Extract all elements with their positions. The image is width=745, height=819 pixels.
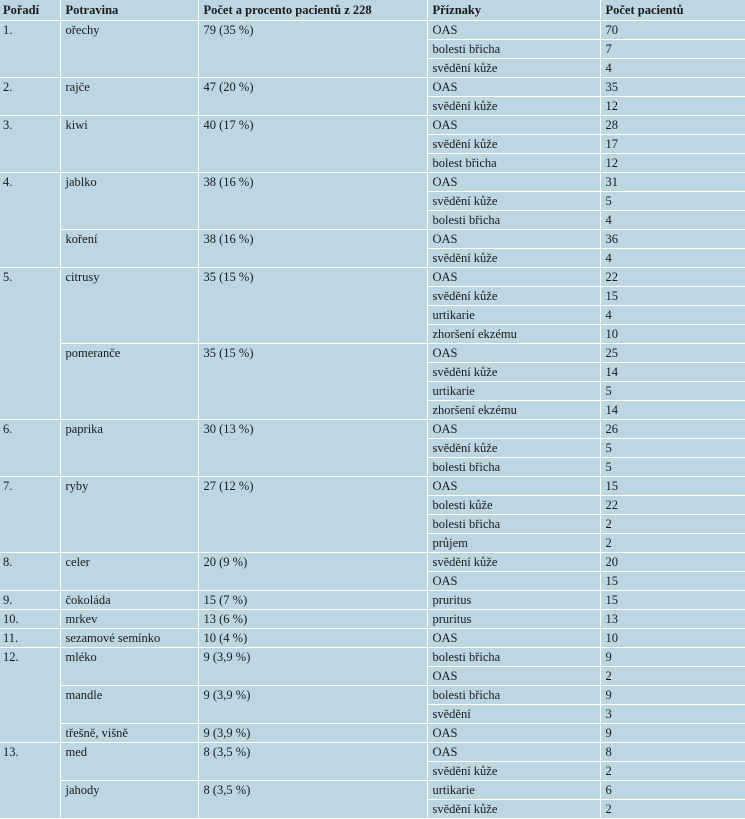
patients-cell: 2 — [600, 515, 745, 534]
patients-cell: 9 — [600, 686, 745, 705]
patients-cell: 9 — [600, 724, 745, 743]
table-row — [0, 173, 745, 192]
table-row — [0, 591, 745, 610]
symptom-cell: svědění kůže — [427, 800, 600, 819]
count-cell: 8 (3,5 %) — [198, 743, 427, 781]
symptom-cell: OAS — [427, 667, 600, 686]
symptom-cell: bolesti břicha — [427, 211, 600, 230]
patients-cell: 17 — [600, 135, 745, 154]
patients-cell: 28 — [600, 116, 745, 135]
table-row — [0, 344, 745, 363]
food-cell: jablko — [60, 173, 198, 230]
symptom-cell: OAS — [427, 78, 600, 97]
table-row — [0, 477, 745, 496]
patients-cell: 2 — [600, 800, 745, 819]
symptom-cell: OAS — [427, 230, 600, 249]
patients-cell: 14 — [600, 363, 745, 382]
patients-cell: 13 — [600, 610, 745, 629]
table-row — [0, 116, 745, 135]
food-cell: rajče — [60, 78, 198, 116]
symptom-cell: pruritus — [427, 591, 600, 610]
symptom-cell: bolest břicha — [427, 154, 600, 173]
count-cell: 9 (3,9 %) — [198, 686, 427, 724]
rank-cell: 1. — [0, 21, 60, 78]
symptom-cell: pruritus — [427, 610, 600, 629]
count-cell: 79 (35 %) — [198, 21, 427, 78]
header-rank: Pořadí — [0, 0, 60, 21]
food-cell: mandle — [60, 686, 198, 724]
table-row — [0, 268, 745, 287]
symptom-cell: OAS — [427, 268, 600, 287]
patients-cell: 70 — [600, 21, 745, 40]
count-cell: 47 (20 %) — [198, 78, 427, 116]
count-cell: 38 (16 %) — [198, 173, 427, 230]
patients-cell: 15 — [600, 591, 745, 610]
food-cell: mléko — [60, 648, 198, 686]
patients-cell: 4 — [600, 249, 745, 268]
patients-cell: 2 — [600, 667, 745, 686]
symptom-cell: svědění kůže — [427, 287, 600, 306]
rank-cell: 6. — [0, 420, 60, 477]
count-cell: 40 (17 %) — [198, 116, 427, 173]
header-symptoms: Příznaky — [427, 0, 600, 21]
table-row — [0, 724, 745, 743]
food-cell: jahody — [60, 781, 198, 819]
rank-cell: 5. — [0, 268, 60, 420]
symptom-cell: OAS — [427, 477, 600, 496]
table-row — [0, 610, 745, 629]
patients-cell: 5 — [600, 458, 745, 477]
count-cell: 13 (6 %) — [198, 610, 427, 629]
table-row — [0, 553, 745, 572]
patients-cell: 12 — [600, 154, 745, 173]
symptom-cell: OAS — [427, 629, 600, 648]
symptom-cell: bolesti kůže — [427, 496, 600, 515]
patients-cell: 10 — [600, 629, 745, 648]
count-cell: 38 (16 %) — [198, 230, 427, 268]
patients-cell: 8 — [600, 743, 745, 762]
header-row — [0, 0, 745, 21]
rank-cell: 2. — [0, 78, 60, 116]
count-cell: 30 (13 %) — [198, 420, 427, 477]
symptom-cell: průjem — [427, 534, 600, 553]
count-cell: 35 (15 %) — [198, 268, 427, 344]
patients-cell: 15 — [600, 287, 745, 306]
patients-cell: 9 — [600, 648, 745, 667]
food-cell: med — [60, 743, 198, 781]
table-row — [0, 781, 745, 800]
rank-cell: 9. — [0, 591, 60, 610]
count-cell: 15 (7 %) — [198, 591, 427, 610]
symptom-cell: svědění kůže — [427, 135, 600, 154]
count-cell: 9 (3,9 %) — [198, 648, 427, 686]
patients-cell: 22 — [600, 496, 745, 515]
count-cell: 9 (3,9 %) — [198, 724, 427, 743]
symptom-cell: zhoršení ekzému — [427, 401, 600, 420]
patients-cell: 5 — [600, 192, 745, 211]
patients-cell: 5 — [600, 439, 745, 458]
patients-cell: 14 — [600, 401, 745, 420]
count-cell: 20 (9 %) — [198, 553, 427, 591]
patients-cell: 22 — [600, 268, 745, 287]
symptom-cell: OAS — [427, 173, 600, 192]
symptom-cell: bolesti břicha — [427, 515, 600, 534]
symptom-cell: OAS — [427, 116, 600, 135]
symptom-cell: svědění kůže — [427, 762, 600, 781]
header-count: Počet a procento pacientů z 228 — [198, 0, 427, 21]
symptom-cell: svědění kůže — [427, 192, 600, 211]
food-cell: sezamové semínko — [60, 629, 198, 648]
symptom-cell: bolesti břicha — [427, 458, 600, 477]
symptom-cell: svědění kůže — [427, 59, 600, 78]
symptom-cell: urtikarie — [427, 781, 600, 800]
rank-cell: 8. — [0, 553, 60, 591]
count-cell: 8 (3,5 %) — [198, 781, 427, 819]
food-cell: čokoláda — [60, 591, 198, 610]
patients-cell: 4 — [600, 59, 745, 78]
symptom-cell: bolesti břicha — [427, 686, 600, 705]
patients-cell: 15 — [600, 477, 745, 496]
food-cell: koření — [60, 230, 198, 268]
food-cell: třešně, višně — [60, 724, 198, 743]
patients-cell: 36 — [600, 230, 745, 249]
table-row — [0, 629, 745, 648]
symptom-cell: OAS — [427, 724, 600, 743]
food-cell: citrusy — [60, 268, 198, 344]
header-food: Potravina — [60, 0, 198, 21]
table-row — [0, 230, 745, 249]
patients-cell: 5 — [600, 382, 745, 401]
symptom-cell: OAS — [427, 344, 600, 363]
symptom-cell: svědění kůže — [427, 363, 600, 382]
food-cell: kiwi — [60, 116, 198, 173]
symptom-cell: bolesti břicha — [427, 648, 600, 667]
symptom-cell: svědění kůže — [427, 553, 600, 572]
patients-cell: 31 — [600, 173, 745, 192]
header-patients: Počet pacientů — [600, 0, 745, 21]
table-row — [0, 743, 745, 762]
patients-cell: 6 — [600, 781, 745, 800]
rank-cell: 12. — [0, 648, 60, 743]
patients-cell: 10 — [600, 325, 745, 344]
symptom-cell: urtikarie — [427, 306, 600, 325]
symptom-cell: svědění kůže — [427, 439, 600, 458]
patients-cell: 25 — [600, 344, 745, 363]
patients-cell: 4 — [600, 306, 745, 325]
table-row — [0, 78, 745, 97]
patients-cell: 35 — [600, 78, 745, 97]
symptom-cell: OAS — [427, 743, 600, 762]
food-cell: paprika — [60, 420, 198, 477]
table-row — [0, 21, 745, 40]
rank-cell: 3. — [0, 116, 60, 173]
table-row — [0, 420, 745, 439]
table-row — [0, 648, 745, 667]
symptom-cell: OAS — [427, 21, 600, 40]
symptom-cell: zhoršení ekzému — [427, 325, 600, 344]
symptom-cell: urtikarie — [427, 382, 600, 401]
symptom-cell: svědění — [427, 705, 600, 724]
rank-cell: 7. — [0, 477, 60, 553]
food-cell: mrkev — [60, 610, 198, 629]
rank-cell: 10. — [0, 610, 60, 629]
count-cell: 10 (4 %) — [198, 629, 427, 648]
rank-cell: 11. — [0, 629, 60, 648]
symptom-cell: OAS — [427, 572, 600, 591]
symptom-cell: svědění kůže — [427, 249, 600, 268]
table-body — [0, 21, 745, 819]
patients-cell: 4 — [600, 211, 745, 230]
food-cell: ryby — [60, 477, 198, 553]
patients-cell: 7 — [600, 40, 745, 59]
rank-cell: 13. — [0, 743, 60, 819]
patients-cell: 12 — [600, 97, 745, 116]
count-cell: 35 (15 %) — [198, 344, 427, 420]
food-cell: celer — [60, 553, 198, 591]
patients-cell: 26 — [600, 420, 745, 439]
count-cell: 27 (12 %) — [198, 477, 427, 553]
patients-cell: 20 — [600, 553, 745, 572]
symptom-cell: svědění kůže — [427, 97, 600, 116]
patients-cell: 2 — [600, 762, 745, 781]
food-cell: ořechy — [60, 21, 198, 78]
patients-cell: 3 — [600, 705, 745, 724]
patients-cell: 2 — [600, 534, 745, 553]
food-cell: pomeranče — [60, 344, 198, 420]
patients-cell: 15 — [600, 572, 745, 591]
rank-cell: 4. — [0, 173, 60, 268]
symptom-cell: bolesti břicha — [427, 40, 600, 59]
table-row — [0, 686, 745, 705]
symptom-cell: OAS — [427, 420, 600, 439]
